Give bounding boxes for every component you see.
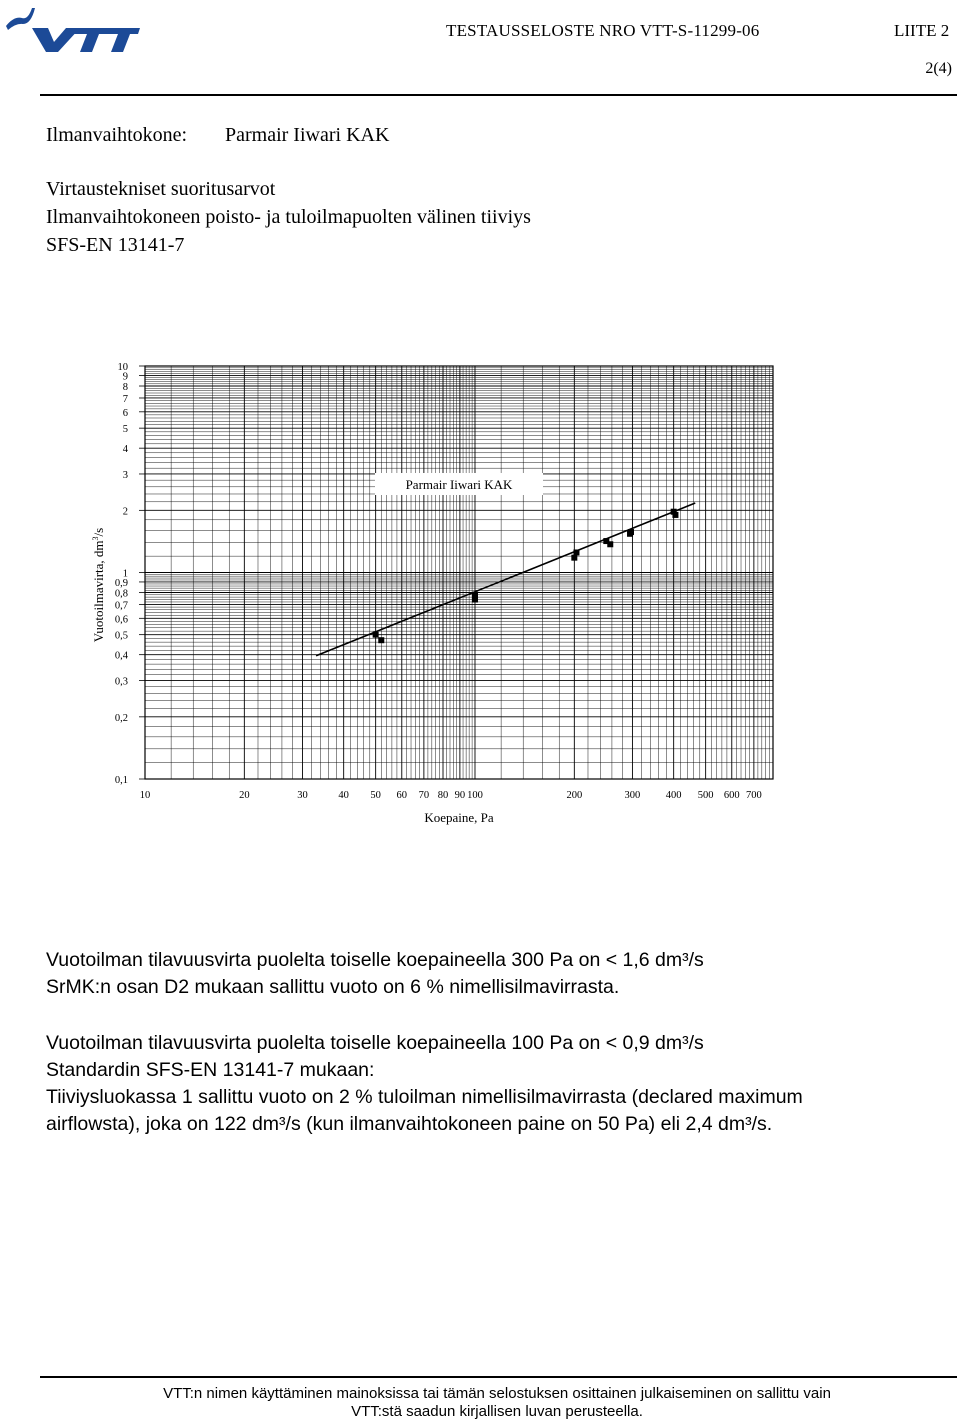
y-tick-label: 0,8 xyxy=(114,588,128,600)
x-tick-label: 20 xyxy=(239,790,250,801)
y-tick-label: 1 xyxy=(122,568,128,580)
y-axis-label-sup: 3 xyxy=(91,536,100,541)
y-tick-label: 0,2 xyxy=(114,712,128,724)
y-tick-label: 0,1 xyxy=(114,775,128,786)
standard-reference: SFS-EN 13141-7 xyxy=(46,234,185,256)
logo-swoosh-icon xyxy=(6,8,35,30)
result-text-300pa: Vuotoilman tilavuusvirta puolelta toiselle koepaineella 300 Pa on < 1,6 dm³/s xyxy=(46,949,704,971)
standard-text: Standardin SFS-EN 13141-7 mukaan: xyxy=(46,1059,375,1081)
data-point xyxy=(373,632,379,638)
data-point xyxy=(472,597,478,603)
data-point xyxy=(573,549,579,555)
y-tick-label: 6 xyxy=(122,407,128,419)
y-axis-ticks xyxy=(115,362,145,786)
y-tick-label: 0,3 xyxy=(114,676,128,688)
y-tick-label: 2 xyxy=(122,506,128,518)
y-tick-label: 0,4 xyxy=(114,650,128,662)
y-tick-label: 7 xyxy=(122,393,128,405)
unit-label: Ilmanvaihtokone: xyxy=(46,124,188,146)
x-tick-label: 400 xyxy=(665,790,682,801)
data-point xyxy=(672,512,678,518)
data-point xyxy=(571,555,577,561)
x-tick-label: 50 xyxy=(370,790,381,801)
x-tick-label: 500 xyxy=(697,790,714,801)
srmk-requirement-text: SrMK:n osan D2 mukaan sallittu vuoto on 6 % nimellisilmavirrasta. xyxy=(46,976,620,998)
section-subtitle: Ilmanvaihtokoneen poisto- ja tuloilmapuolten välinen tiiviys xyxy=(46,206,531,228)
x-tick-label: 70 xyxy=(418,790,430,801)
leakage-chart xyxy=(0,350,960,840)
x-tick-label: 100 xyxy=(467,790,483,801)
x-axis-label: Koepaine, Pa xyxy=(424,810,494,825)
page-number: 2(4) xyxy=(925,60,952,77)
section-title: Virtaustekniset suoritusarvot xyxy=(46,178,276,200)
footer-notice-line1: VTT:n nimen käyttäminen mainoksissa tai tämän selostuksen osittainen julkaiseminen on sallittu vain xyxy=(163,1385,831,1402)
data-point xyxy=(378,637,384,643)
logo-letter-t2-icon xyxy=(106,28,140,52)
x-tick-label: 600 xyxy=(723,790,740,801)
y-tick-label: 0,5 xyxy=(114,630,128,642)
data-point xyxy=(628,529,634,535)
chart-grid xyxy=(145,366,773,779)
x-tick-label: 60 xyxy=(396,790,408,801)
y-tick-label: 3 xyxy=(122,469,128,481)
x-tick-label: 200 xyxy=(566,790,583,801)
y-axis-label xyxy=(91,528,106,642)
tightness-class-text: Tiiviysluokassa 1 sallittu vuoto on 2 % tuloilman nimellisilmavirrasta (declared maximum xyxy=(46,1086,803,1108)
tightness-class-text-cont: airflowsta), joka on 122 dm³/s (kun ilmanvaihtokoneen paine on 50 Pa) eli 2,4 dm³/s. xyxy=(46,1113,773,1135)
x-tick-label: 300 xyxy=(624,790,641,801)
x-tick-label: 90 xyxy=(454,790,466,801)
y-axis-label-tail: /s xyxy=(91,527,106,537)
y-tick-label: 8 xyxy=(122,382,128,394)
y-tick-label: 4 xyxy=(122,444,128,456)
y-tick-label: 0,7 xyxy=(114,600,128,612)
y-tick-label: 9 xyxy=(122,371,128,383)
x-tick-label: 80 xyxy=(437,790,449,801)
y-axis-label-main: Vuotoilmavirta, dm xyxy=(91,540,106,643)
vtt-logo xyxy=(4,4,140,52)
footer-divider xyxy=(40,1376,957,1378)
x-tick-label: 30 xyxy=(297,790,308,801)
x-tick-label: 40 xyxy=(338,790,349,801)
y-tick-label: 10 xyxy=(117,362,128,373)
unit-value: Parmair Iiwari KAK xyxy=(225,124,390,146)
y-tick-label: 0,9 xyxy=(114,577,128,589)
footer-notice-line2: VTT:stä saadun kirjallisen luvan perusteella. xyxy=(351,1403,643,1420)
logo-letter-v-icon xyxy=(32,28,80,52)
x-axis-ticks xyxy=(140,790,762,801)
x-tick-label: 10 xyxy=(139,790,151,801)
header-divider xyxy=(40,94,957,96)
data-point xyxy=(607,541,613,547)
y-tick-label: 0,6 xyxy=(114,614,128,626)
chart-title-box xyxy=(375,473,543,495)
report-number: TESTAUSSELOSTE NRO VTT-S-11299-06 xyxy=(446,21,760,40)
chart-title: Parmair Iiwari KAK xyxy=(405,477,513,492)
result-text-100pa: Vuotoilman tilavuusvirta puolelta toiselle koepaineella 100 Pa on < 0,9 dm³/s xyxy=(46,1032,704,1054)
appendix-label: LIITE 2 xyxy=(894,21,950,40)
logo-letter-t1-icon xyxy=(74,28,110,52)
y-tick-label: 5 xyxy=(122,424,128,436)
x-tick-label: 700 xyxy=(745,790,762,801)
